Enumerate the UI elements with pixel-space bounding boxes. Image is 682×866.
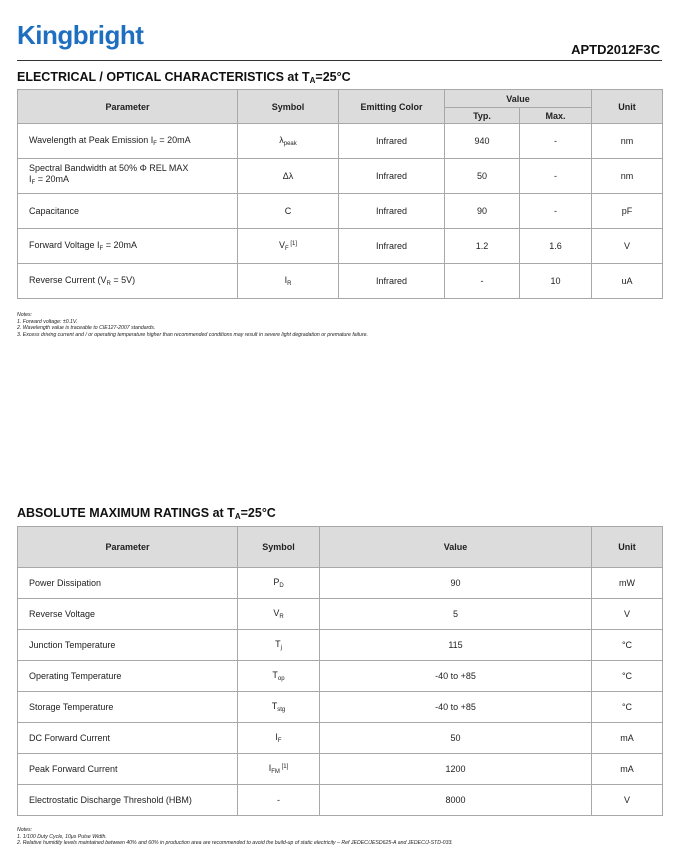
table-row [18,692,663,723]
electrical-characteristics-table [17,89,663,299]
kingbright-logo: Kingbright [17,20,144,50]
unit-cell: V [592,599,663,630]
unit-cell: V [592,785,663,816]
max-cell: - [520,124,592,159]
symbol-cell: - [238,785,320,816]
unit-cell: mW [592,568,663,599]
typ-cell: 50 [445,159,520,194]
param-cell: Electrostatic Discharge Threshold (HBM) [18,785,238,816]
table-row [18,754,663,785]
header-value: Value [320,527,592,568]
table-row [18,159,663,194]
header-symbol: Symbol [238,90,339,124]
header-parameter: Parameter [18,527,238,568]
symbol-cell: $P_D$ [238,568,320,599]
unit-cell: °C [592,692,663,723]
unit-cell: nm [592,124,663,159]
header-divider [17,60,662,61]
symbol-cell: $\lambda_{peak}$ [238,124,339,159]
symbol-cell: $T_{stg}$ [238,692,320,723]
color-cell: Infrared [339,229,445,264]
header-parameter: Parameter [18,90,238,124]
param-cell: Operating Temperature [18,661,238,692]
param-cell: Junction Temperature [18,630,238,661]
unit-cell: V [592,229,663,264]
header-unit: Unit [592,90,663,124]
note-line: 2. Wavelength value is traceable to CIE127-2007 standards. [17,325,156,332]
table-row [18,264,663,299]
table-row [18,229,663,264]
color-cell: Infrared [339,194,445,229]
value-cell: 115 [320,630,592,661]
param-cell: DC Forward Current [18,723,238,754]
electrical-section-title: ELECTRICAL / OPTICAL CHARACTERISTICS at $T_A=25^\circ C$ [17,70,351,85]
symbol-cell: $V_F$ [1] [238,229,339,264]
absolute-max-ratings-table [17,526,663,816]
symbol-cell: $T_j$ [238,630,320,661]
color-cell: Infrared [339,264,445,299]
electrical-notes [17,312,368,338]
max-cell: - [520,194,592,229]
typ-cell: 90 [445,194,520,229]
param-cell: Power Dissipation [18,568,238,599]
header-typ: Typ. [445,108,520,124]
header-value: Value [445,90,592,108]
unit-cell: °C [592,661,663,692]
notes-heading: Notes: [17,827,32,833]
table-row [18,723,663,754]
symbol-cell: $I_F$ [238,723,320,754]
param-cell: Reverse Voltage [18,599,238,630]
table-row [18,630,663,661]
param-cell: Storage Temperature [18,692,238,723]
color-cell: Infrared [339,124,445,159]
note-line: 3. Excess driving current and / or operating temperature higher than recommended conditions may result in severe light degradation or premature failure. [17,331,368,338]
max-cell: 10 [520,264,592,299]
unit-cell: mA [592,723,663,754]
table-row [18,599,663,630]
param-cell: Spectral Bandwidth at 50% Φ REL MAX $I_F = 20mA$ [18,159,238,194]
value-cell: 5 [320,599,592,630]
header-symbol: Symbol [238,527,320,568]
value-cell: 1200 [320,754,592,785]
typ-cell: - [445,264,520,299]
value-cell: 50 [320,723,592,754]
absolute-section-title: ABSOLUTE MAXIMUM RATINGS at $T_A=25^\circ C$ [17,506,276,521]
color-cell: Infrared [339,159,445,194]
param-cell: Capacitance [18,194,238,229]
note-line: 1. 1/100 Duty Cycle, 10μs Pulse Width. [17,833,107,840]
symbol-cell: $V_R$ [238,599,320,630]
typ-cell: 1.2 [445,229,520,264]
symbol-cell: C [238,194,339,229]
symbol-cell: $T_{op}$ [238,661,320,692]
typ-cell: 940 [445,124,520,159]
note-line: 1. Forward voltage: ±0.1V. [17,318,78,325]
symbol-cell: $I_R$ [238,264,339,299]
part-number: APTD2012F3C [571,42,660,57]
table-row [18,568,663,599]
value-cell: 90 [320,568,592,599]
unit-cell: nm [592,159,663,194]
unit-cell: mA [592,754,663,785]
max-cell: 1.6 [520,229,592,264]
note-line: 2. Relative humidity levels maintained between 40% and 60% in production area are recommended to avoid the build-up of static electricity – Ref JEDEC/JESD625-A and JEDEC/J-STD-033. [17,840,453,847]
param-cell: Reverse Current $(V_R = 5V)$ [18,264,238,299]
unit-cell: pF [592,194,663,229]
param-cell: Wavelength at Peak Emission $I_F = 20mA$ [18,124,238,159]
table-row [18,785,663,816]
value-cell: -40 to +85 [320,661,592,692]
value-cell: -40 to +85 [320,692,592,723]
header-emitting-color: Emitting Color [339,90,445,124]
param-cell: Forward Voltage $I_F = 20mA$ [18,229,238,264]
max-cell: - [520,159,592,194]
header-unit: Unit [592,527,663,568]
absolute-notes [17,827,453,847]
symbol-cell: $I_{FM}$ [1] [238,754,320,785]
unit-cell: °C [592,630,663,661]
value-cell: 8000 [320,785,592,816]
unit-cell: uA [592,264,663,299]
table-row [18,194,663,229]
table-row [18,124,663,159]
symbol-cell: Δλ [238,159,339,194]
table-row [18,661,663,692]
notes-heading: Notes: [17,312,32,318]
header-max: Max. [520,108,592,124]
param-cell: Peak Forward Current [18,754,238,785]
